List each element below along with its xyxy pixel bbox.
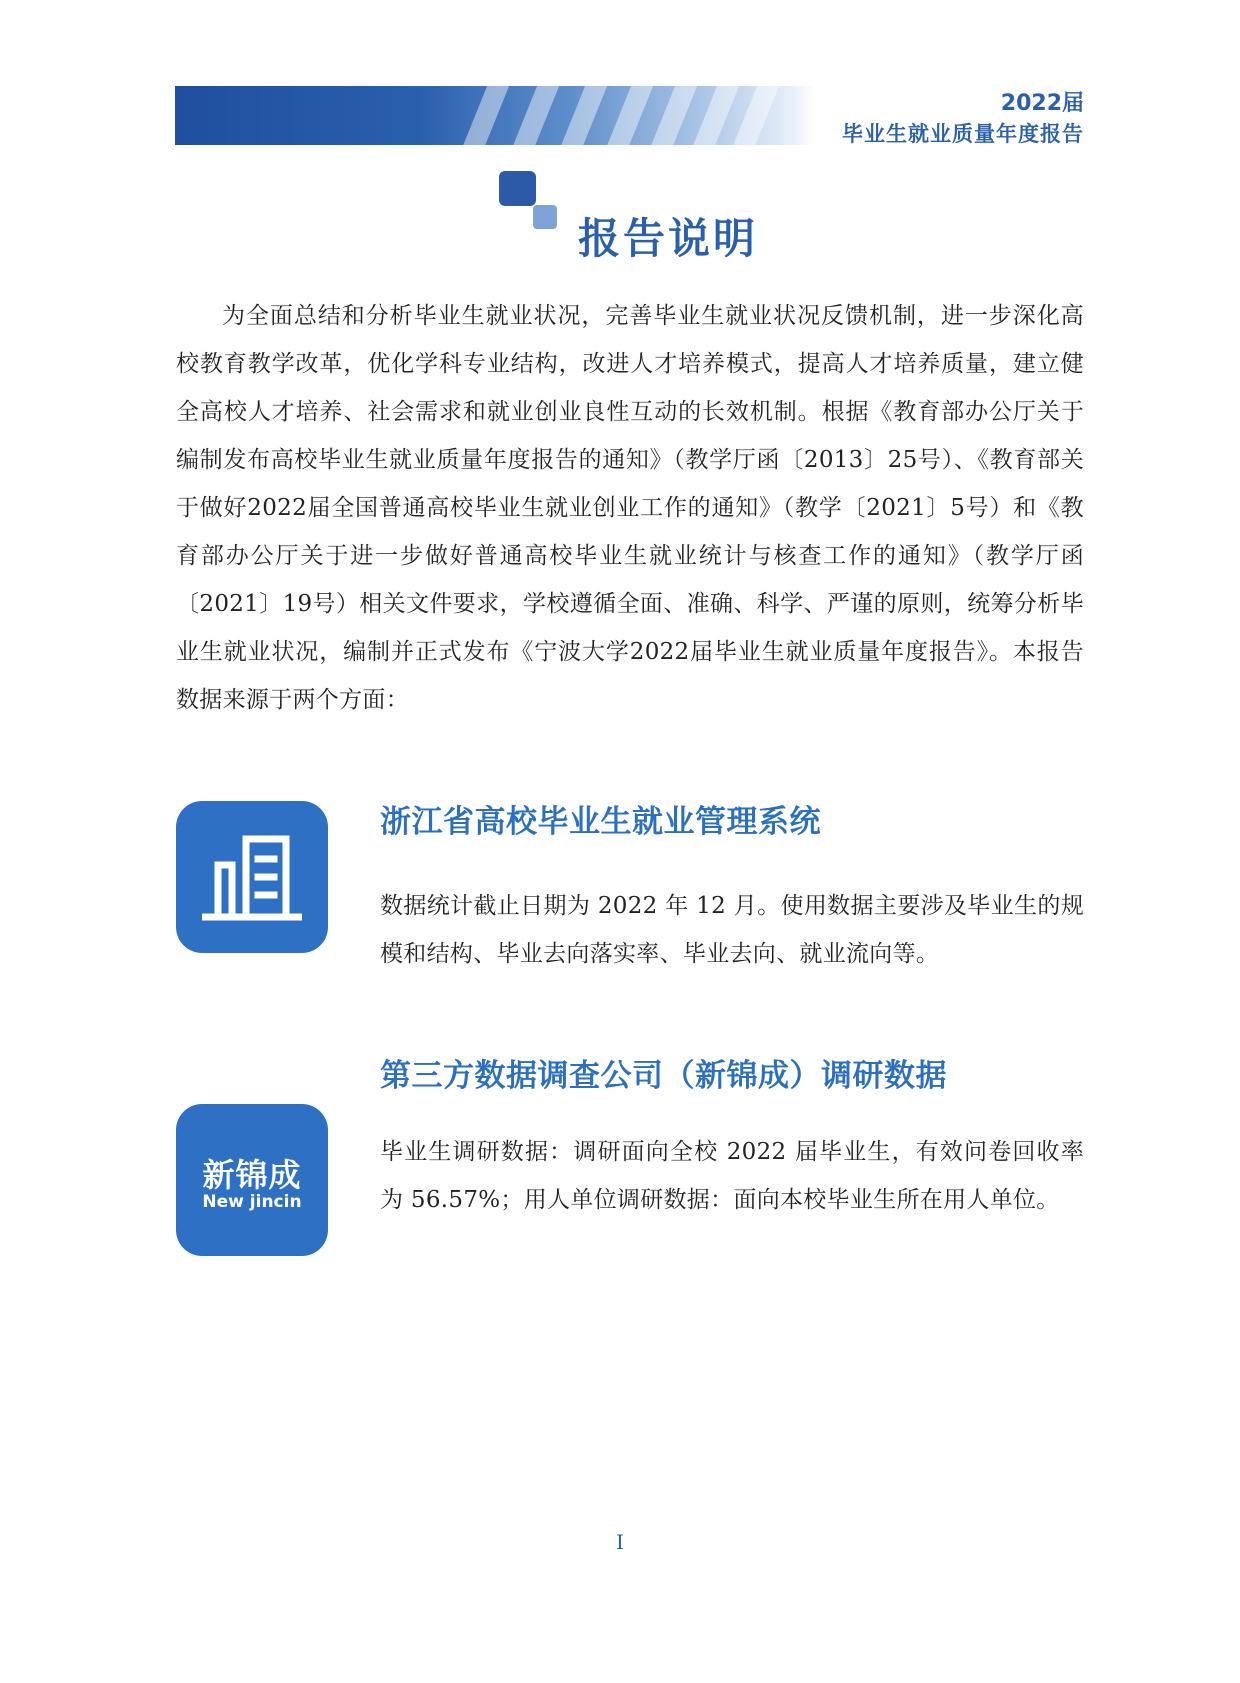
source-title-zhejiang: 浙江省高校毕业生就业管理系统: [380, 804, 821, 840]
page-number: I: [616, 1530, 624, 1554]
logo-chinese-text: 新锦成: [202, 1156, 302, 1194]
header-banner: [175, 86, 815, 145]
logo-english-text: New jincin: [202, 1192, 302, 1212]
title-decoration-square-small: [533, 205, 557, 229]
intro-paragraph: 为全面总结和分析毕业生就业状况，完善毕业生就业状况反馈机制，进一步深化高校教育教学改革，优化学科专业结构，改进人才培养模式，提高人才培养质量，建立健全高校人才培养、社会需求和就业创业良性互动的长效机制。根据《教育部办公厅关于编制发布高校毕业生就业质量年度报告的通知》（教学厅函〔2013〕25号）、《教育部关于做好2022届全国普通高校毕业生就业创业工作的通知》（教学〔2021〕5号）和《教育部办公厅关于进一步做好普通高校毕业生就业统计与核查工作的通知》（教学厅函〔2021〕19号）相关文件要求，学校遵循全面、准确、科学、严谨的原则，统筹分析毕业生就业状况，编制并正式发布《宁波大学2022届毕业生就业质量年度报告》。本报告数据来源于两个方面：: [176, 303, 1084, 713]
source-title-third-party: 第三方数据调查公司（新锦成）调研数据: [380, 1058, 947, 1094]
page-title: 报告说明: [578, 214, 759, 263]
source-body-zhejiang: 数据统计截止日期为 2022 年 12 月。使用数据主要涉及毕业生的规模和结构、毕业去向落实率、毕业去向、就业流向等。: [380, 893, 1084, 967]
title-decoration-square: [499, 171, 536, 206]
building-icon: [202, 831, 302, 923]
source-body-third-party: 毕业生调研数据：调研面向全校 2022 届毕业生，有效问卷回收率为 56.57%；用人单位调研数据：面向本校毕业生所在用人单位。: [380, 1139, 1084, 1213]
header-subtitle: 毕业生就业质量年度报告: [842, 122, 1084, 146]
newjincin-logo: [176, 1104, 328, 1256]
building-icon-tile: [176, 801, 328, 953]
header-year: 2022届: [1000, 91, 1084, 116]
